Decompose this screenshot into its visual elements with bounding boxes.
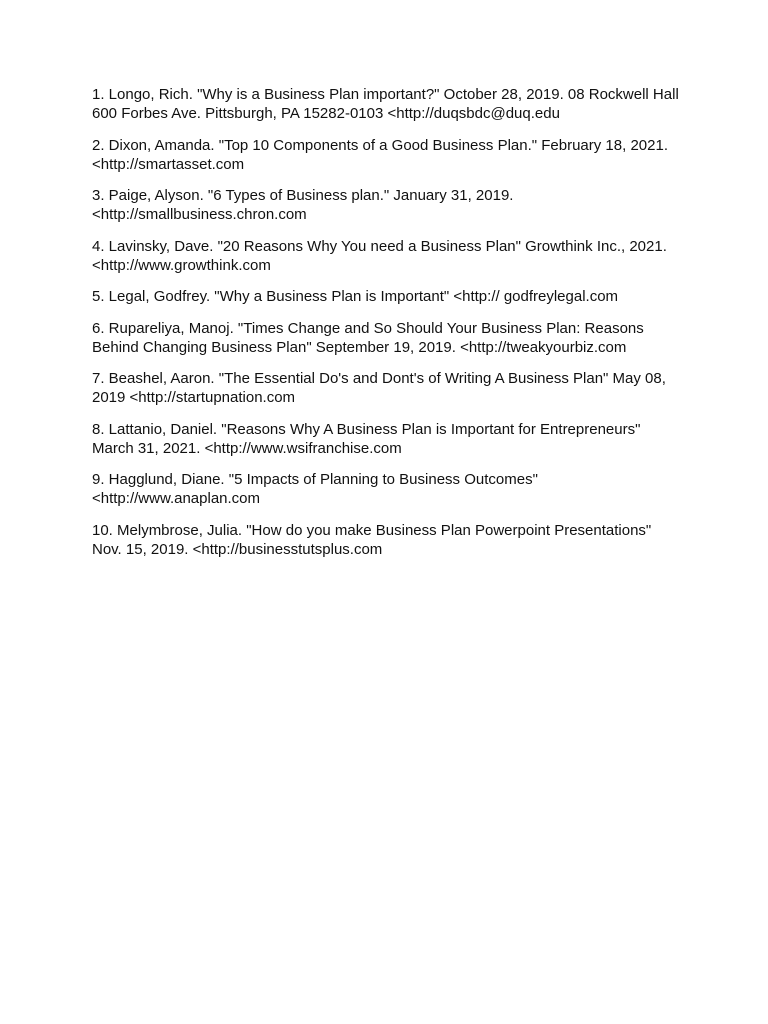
reference-item-4: 4. Lavinsky, Dave. "20 Reasons Why You need a Business Plan" Growthink Inc., 2021. <http://www.growthink.com — [92, 237, 667, 274]
reference-item-10: 10. Melymbrose, Julia. "How do you make Business Plan Powerpoint Presentations" Nov. 15, 2019. <http://businesstutsplus.com — [92, 521, 652, 558]
reference-item-6: 6. Rupareliya, Manoj. "Times Change and So Should Your Business Plan: Reasons Behind Changing Business Plan" September 19, 2019. <http://tweakyourbiz.com — [92, 319, 644, 356]
reference-item-2: 2. Dixon, Amanda. "Top 10 Components of a Good Business Plan." February 18, 2021. <http://smartasset.com — [92, 136, 668, 173]
reference-item-9: 9. Hagglund, Diane. "5 Impacts of Planning to Business Outcomes" <http://www.anaplan.com — [92, 471, 538, 507]
reference-list — [92, 85, 682, 571]
reference-item-7: 7. Beashel, Aaron. "The Essential Do's and Dont's of Writing A Business Plan" May 08, 2019 <http://startupnation.com — [92, 370, 666, 406]
reference-item-8: 8. Lattanio, Daniel. "Reasons Why A Business Plan is Important for Entrepreneurs" March 31, 2021. <http://www.wsifranchise.com — [92, 420, 641, 457]
reference-item-5: 5. Legal, Godfrey. "Why a Business Plan is Important" <http:// godfreylegal.com — [92, 288, 619, 305]
reference-item-3: 3. Paige, Alyson. "6 Types of Business plan." January 31, 2019. <http://smallbusiness.chron.com — [92, 187, 514, 223]
reference-item-1: 1. Longo, Rich. "Why is a Business Plan important?" October 28, 2019. 08 Rockwell Hall 600 Forbes Ave. Pittsburgh, PA 15282-0103 <http://duqsbdc@duq.edu — [92, 86, 679, 122]
